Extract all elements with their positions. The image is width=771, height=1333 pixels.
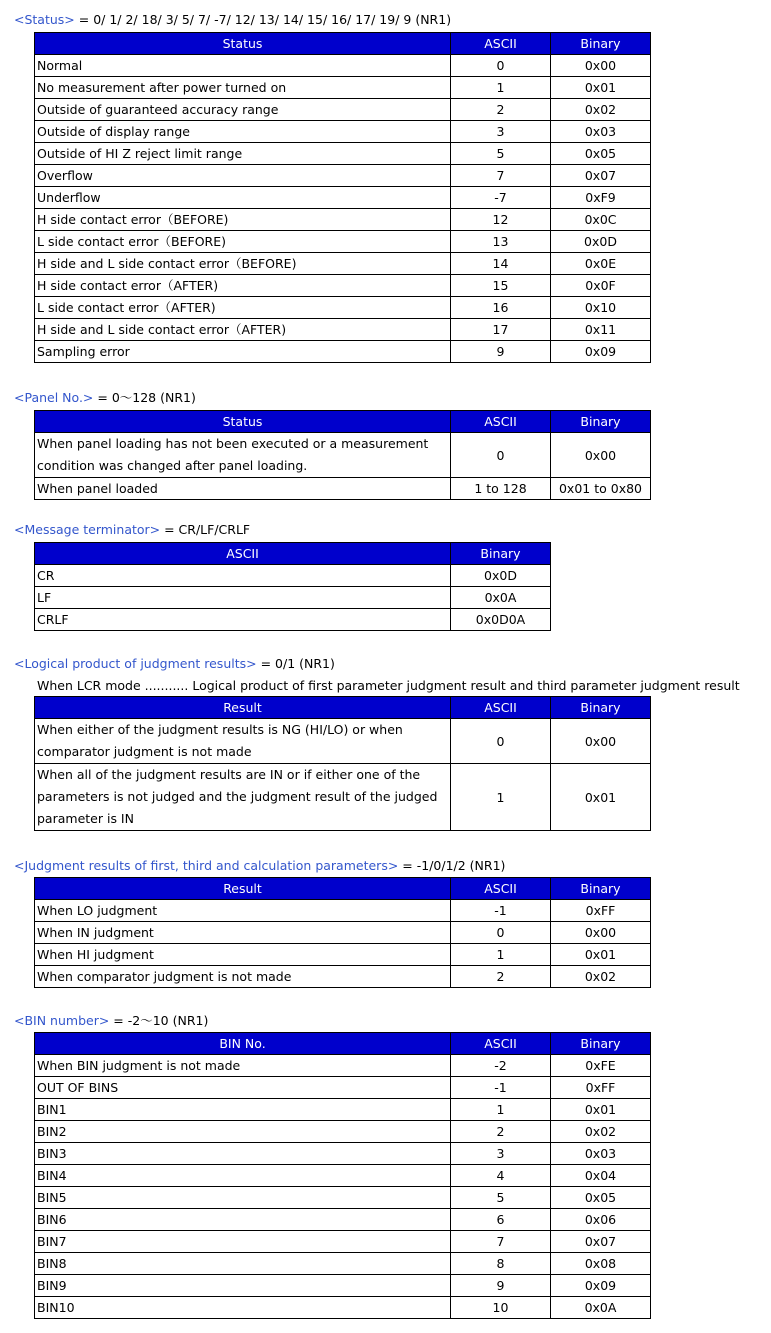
table-row (35, 1165, 651, 1187)
status-cell: 2 (451, 99, 551, 121)
panel-cell: When panel loading has not been executed or a measurement condition was changed after panel loading. (35, 433, 451, 478)
table-row (35, 275, 651, 297)
bin-table (34, 1032, 651, 1319)
bin-cell: 0x03 (551, 1143, 651, 1165)
table-row (35, 99, 651, 121)
status-cell: 0x11 (551, 319, 651, 341)
table-row (35, 478, 651, 500)
logical-header-cell: Binary (551, 697, 651, 719)
bin-cell: 8 (451, 1253, 551, 1275)
bin-cell: 0x0A (551, 1297, 651, 1319)
bin-cell: 0x04 (551, 1165, 651, 1187)
table-row (35, 609, 551, 631)
bin-cell: 0x07 (551, 1231, 651, 1253)
status-cell: 0x10 (551, 297, 651, 319)
status-cell: 13 (451, 231, 551, 253)
logical-cell: 0x01 (551, 764, 651, 831)
judgment-heading (14, 858, 505, 874)
logical-cell: When either of the judgment results is NG (HI/LO) or when comparator judgment is not made (35, 719, 451, 764)
terminator-header-cell: Binary (451, 543, 551, 565)
bin-cell: 6 (451, 1209, 551, 1231)
panel-cell: When panel loaded (35, 478, 451, 500)
bin-cell: 10 (451, 1297, 551, 1319)
terminator-cell: 0x0A (451, 587, 551, 609)
status-cell: 5 (451, 143, 551, 165)
table-row (35, 1297, 651, 1319)
bin-cell: 4 (451, 1165, 551, 1187)
bin-cell: BIN5 (35, 1187, 451, 1209)
terminator-table (34, 542, 551, 631)
status-header-cell: Status (35, 33, 451, 55)
status-cell: H side and L side contact error（AFTER) (35, 319, 451, 341)
panel-heading (14, 390, 196, 406)
logical-cell: When all of the judgment results are IN or if either one of the parameters is not judged and the judgment result of the judged parameter is IN (35, 764, 451, 831)
status-cell: 0x00 (551, 55, 651, 77)
status-cell: H side and L side contact error（BEFORE) (35, 253, 451, 275)
bin-header-cell: ASCII (451, 1033, 551, 1055)
bin-cell: BIN4 (35, 1165, 451, 1187)
status-cell: 17 (451, 319, 551, 341)
status-cell: 0x0D (551, 231, 651, 253)
logical-header-cell: Result (35, 697, 451, 719)
status-cell: Overflow (35, 165, 451, 187)
logical-note: When LCR mode ........... Logical product of first parameter judgment result and third parameter judgment result (37, 678, 740, 693)
table-row (35, 121, 651, 143)
judgment-cell: -1 (451, 900, 551, 922)
table-row (35, 764, 651, 831)
table-row (35, 209, 651, 231)
status-cell: 7 (451, 165, 551, 187)
table-row (35, 341, 651, 363)
judgment-values: = -1/0/1/2 (NR1) (398, 858, 506, 873)
table-row (35, 944, 651, 966)
status-cell: H side contact error（BEFORE) (35, 209, 451, 231)
table-row (35, 900, 651, 922)
judgment-cell: When HI judgment (35, 944, 451, 966)
table-row (35, 1121, 651, 1143)
judgment-header-cell: ASCII (451, 878, 551, 900)
bin-cell: 0x01 (551, 1099, 651, 1121)
status-header-cell: Binary (551, 33, 651, 55)
judgment-cell: 0x01 (551, 944, 651, 966)
bin-cell: 0x06 (551, 1209, 651, 1231)
panel-values: = 0～128 (NR1) (93, 390, 196, 405)
judgment-header-cell: Binary (551, 878, 651, 900)
status-cell: L side contact error（AFTER) (35, 297, 451, 319)
bin-cell: 7 (451, 1231, 551, 1253)
terminator-cell: 0x0D (451, 565, 551, 587)
terminator-header-cell: ASCII (35, 543, 451, 565)
status-cell: 0x0F (551, 275, 651, 297)
bin-cell: BIN9 (35, 1275, 451, 1297)
bin-cell: 0xFE (551, 1055, 651, 1077)
judgment-cell: 1 (451, 944, 551, 966)
status-cell: 0x0E (551, 253, 651, 275)
judgment-table (34, 877, 651, 988)
table-row (35, 1077, 651, 1099)
panel-tag: <Panel No.> (14, 390, 94, 405)
logical-cell: 0x00 (551, 719, 651, 764)
table-row (35, 55, 651, 77)
terminator-cell: LF (35, 587, 451, 609)
logical-table (34, 696, 651, 831)
table-row (35, 1253, 651, 1275)
status-cell: Sampling error (35, 341, 451, 363)
bin-header-cell: BIN No. (35, 1033, 451, 1055)
bin-header-cell: Binary (551, 1033, 651, 1055)
status-cell: L side contact error（BEFORE) (35, 231, 451, 253)
bin-cell: 0x02 (551, 1121, 651, 1143)
panel-table (34, 410, 651, 500)
status-cell: 12 (451, 209, 551, 231)
table-row (35, 165, 651, 187)
status-values: = 0/ 1/ 2/ 18/ 3/ 5/ 7/ -7/ 12/ 13/ 14/ 15/ 16/ 17/ 19/ 9 (NR1) (74, 12, 452, 27)
bin-cell: BIN7 (35, 1231, 451, 1253)
panel-header-cell: Status (35, 411, 451, 433)
logical-heading (14, 656, 335, 672)
bin-cell: BIN2 (35, 1121, 451, 1143)
table-row (35, 433, 651, 478)
terminator-values: = CR/LF/CRLF (160, 522, 251, 537)
bin-cell: When BIN judgment is not made (35, 1055, 451, 1077)
status-cell: -7 (451, 187, 551, 209)
bin-heading (14, 1013, 208, 1029)
table-row (35, 1231, 651, 1253)
terminator-cell: CRLF (35, 609, 451, 631)
status-cell: 14 (451, 253, 551, 275)
panel-cell: 0x01 to 0x80 (551, 478, 651, 500)
bin-cell: 9 (451, 1275, 551, 1297)
status-cell: 16 (451, 297, 551, 319)
terminator-tag: <Message terminator> (14, 522, 161, 537)
judgment-cell: When LO judgment (35, 900, 451, 922)
logical-tag: <Logical product of judgment results> (14, 656, 257, 671)
judgment-cell: 0x02 (551, 966, 651, 988)
bin-cell: 0x08 (551, 1253, 651, 1275)
judgment-tag: <Judgment results of first, third and calculation parameters> (14, 858, 399, 873)
table-row (35, 1099, 651, 1121)
bin-cell: -2 (451, 1055, 551, 1077)
judgment-cell: 0x00 (551, 922, 651, 944)
status-cell: 0x05 (551, 143, 651, 165)
status-cell: 15 (451, 275, 551, 297)
status-header-cell: ASCII (451, 33, 551, 55)
table-row (35, 253, 651, 275)
panel-header-cell: Binary (551, 411, 651, 433)
table-row (35, 922, 651, 944)
bin-tag: <BIN number> (14, 1013, 110, 1028)
status-cell: Underflow (35, 187, 451, 209)
table-row (35, 565, 551, 587)
bin-cell: BIN10 (35, 1297, 451, 1319)
bin-cell: 2 (451, 1121, 551, 1143)
status-cell: Outside of guaranteed accuracy range (35, 99, 451, 121)
status-cell: No measurement after power turned on (35, 77, 451, 99)
table-row (35, 719, 651, 764)
bin-cell: 1 (451, 1099, 551, 1121)
table-row (35, 1209, 651, 1231)
judgment-cell: When comparator judgment is not made (35, 966, 451, 988)
status-cell: 0 (451, 55, 551, 77)
table-row (35, 77, 651, 99)
logical-header-cell: ASCII (451, 697, 551, 719)
logical-values: = 0/1 (NR1) (256, 656, 335, 671)
panel-cell: 0 (451, 433, 551, 478)
bin-cell: BIN6 (35, 1209, 451, 1231)
status-table (34, 32, 651, 363)
status-cell: 0x07 (551, 165, 651, 187)
table-row (35, 587, 551, 609)
table-row (35, 143, 651, 165)
status-tag: <Status> (14, 12, 75, 27)
status-cell: 0xF9 (551, 187, 651, 209)
bin-cell: 0xFF (551, 1077, 651, 1099)
bin-cell: 0x05 (551, 1187, 651, 1209)
status-cell: Normal (35, 55, 451, 77)
bin-cell: 3 (451, 1143, 551, 1165)
bin-cell: -1 (451, 1077, 551, 1099)
bin-cell: BIN8 (35, 1253, 451, 1275)
panel-cell: 1 to 128 (451, 478, 551, 500)
table-row (35, 297, 651, 319)
status-cell: 1 (451, 77, 551, 99)
status-cell: 0x03 (551, 121, 651, 143)
status-heading (14, 12, 451, 28)
judgment-header-cell: Result (35, 878, 451, 900)
table-row (35, 1275, 651, 1297)
table-row (35, 966, 651, 988)
bin-cell: BIN3 (35, 1143, 451, 1165)
status-cell: 0x09 (551, 341, 651, 363)
status-cell: 0x02 (551, 99, 651, 121)
panel-header-cell: ASCII (451, 411, 551, 433)
status-cell: 9 (451, 341, 551, 363)
terminator-cell: 0x0D0A (451, 609, 551, 631)
table-row (35, 319, 651, 341)
terminator-cell: CR (35, 565, 451, 587)
table-row (35, 187, 651, 209)
judgment-cell: When IN judgment (35, 922, 451, 944)
status-cell: Outside of HI Z reject limit range (35, 143, 451, 165)
bin-cell: 0x09 (551, 1275, 651, 1297)
judgment-cell: 2 (451, 966, 551, 988)
judgment-cell: 0xFF (551, 900, 651, 922)
status-cell: 0x01 (551, 77, 651, 99)
bin-cell: BIN1 (35, 1099, 451, 1121)
status-cell: H side contact error（AFTER) (35, 275, 451, 297)
terminator-heading (14, 522, 250, 538)
status-cell: 3 (451, 121, 551, 143)
bin-values: = -2～10 (NR1) (109, 1013, 209, 1028)
status-cell: Outside of display range (35, 121, 451, 143)
judgment-cell: 0 (451, 922, 551, 944)
table-row (35, 231, 651, 253)
logical-cell: 1 (451, 764, 551, 831)
status-cell: 0x0C (551, 209, 651, 231)
panel-cell: 0x00 (551, 433, 651, 478)
table-row (35, 1187, 651, 1209)
bin-cell: OUT OF BINS (35, 1077, 451, 1099)
logical-cell: 0 (451, 719, 551, 764)
table-row (35, 1055, 651, 1077)
bin-cell: 5 (451, 1187, 551, 1209)
table-row (35, 1143, 651, 1165)
